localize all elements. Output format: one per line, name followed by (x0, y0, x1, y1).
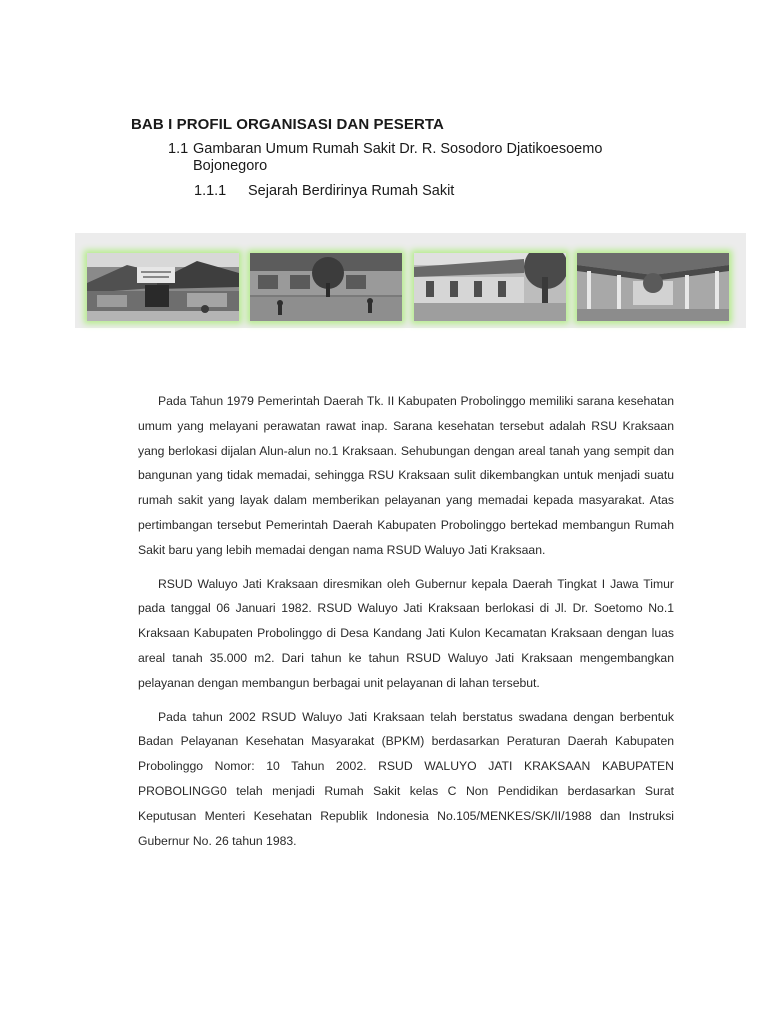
section-title-line2: Bojonegoro (193, 158, 268, 174)
hospital-walkway-photo (577, 253, 729, 321)
chapter-title: BAB I PROFIL ORGANISASI DAN PESERTA (131, 116, 444, 133)
body-text (138, 389, 674, 862)
paragraph-2: RSUD Waluyo Jati Kraksaan diresmikan oleh Gubernur kepala Daerah Tingkat I Jawa Timur pada tanggal 06 Januari 1982. RSUD Waluyo Jati Kraksaan berlokasi di Jl. Dr. Soetomo No.1 Kraksaan Kabupaten Probolinggo di Desa Kandang Jati Kulon Kecamatan Kraksaan dengan luas areal tanah 35.000 m2. Dari tahun ke tahun RSUD Waluyo Jati Kraksaan mengembangkan pelayanan dengan membangun berbagai unit pelayanan di lahan tersebut. (138, 576, 674, 690)
hospital-ward-photo (414, 253, 566, 321)
paragraph-3: Pada tahun 2002 RSUD Waluyo Jati Kraksaan telah berstatus swadana dengan berbentuk Badan Pelayanan Kesehatan Masyarakat (BPKM) berdasarkan Peraturan Daerah Kabupaten Probolinggo Nomor: 10 Tahun 2002. RSUD WALUYO JATI KRAKSAAN KABUPATEN PROBOLINGG0 telah menjadi Rumah Sakit kelas C Non Pendidikan berdasarkan Surat Keputusan Menteri Kesehatan Republik Indonesia No.105/MENKES/SK/II/1988 dan Instruksi Gubernur No. 26 tahun 1983. (138, 709, 674, 848)
subsection-heading (194, 183, 454, 199)
section-number: 1.1 (168, 141, 189, 157)
hospital-courtyard-photo (250, 253, 402, 321)
section-title-line1: Gambaran Umum Rumah Sakit Dr. R. Sosodoro Djatikoesoemo (193, 141, 603, 157)
hospital-entrance-photo (87, 253, 239, 321)
hospital-photo-banner (75, 233, 746, 328)
paragraph-1: Pada Tahun 1979 Pemerintah Daerah Tk. II Kabupaten Probolinggo memiliki sarana kesehatan umum yang melayani perawatan rawat inap. Sarana kesehatan tersebut adalah RSU Kraksaan yang berlokasi dijalan Alun-alun no.1 Kraksaan. Sehubungan dengan areal tanah yang sempit dan bangunan yang tidak memadai, sehingga RSU Kraksaan sulit dikembangkan untuk menjadi suatu rumah sakit yang layak dalam memberikan pelayanan yang memadai kepada masyarakat. Atas pertimbangan tersebut Pemerintah Daerah Kabupaten Probolinggo bertekad membangun Rumah Sakit baru yang lebih memadai dengan nama RSUD Waluyo Jati Kraksaan. (138, 394, 674, 557)
subsection-title: Sejarah Berdirinya Rumah Sakit (248, 183, 455, 199)
section-heading (168, 141, 668, 175)
subsection-number: 1.1.1 (194, 183, 227, 199)
